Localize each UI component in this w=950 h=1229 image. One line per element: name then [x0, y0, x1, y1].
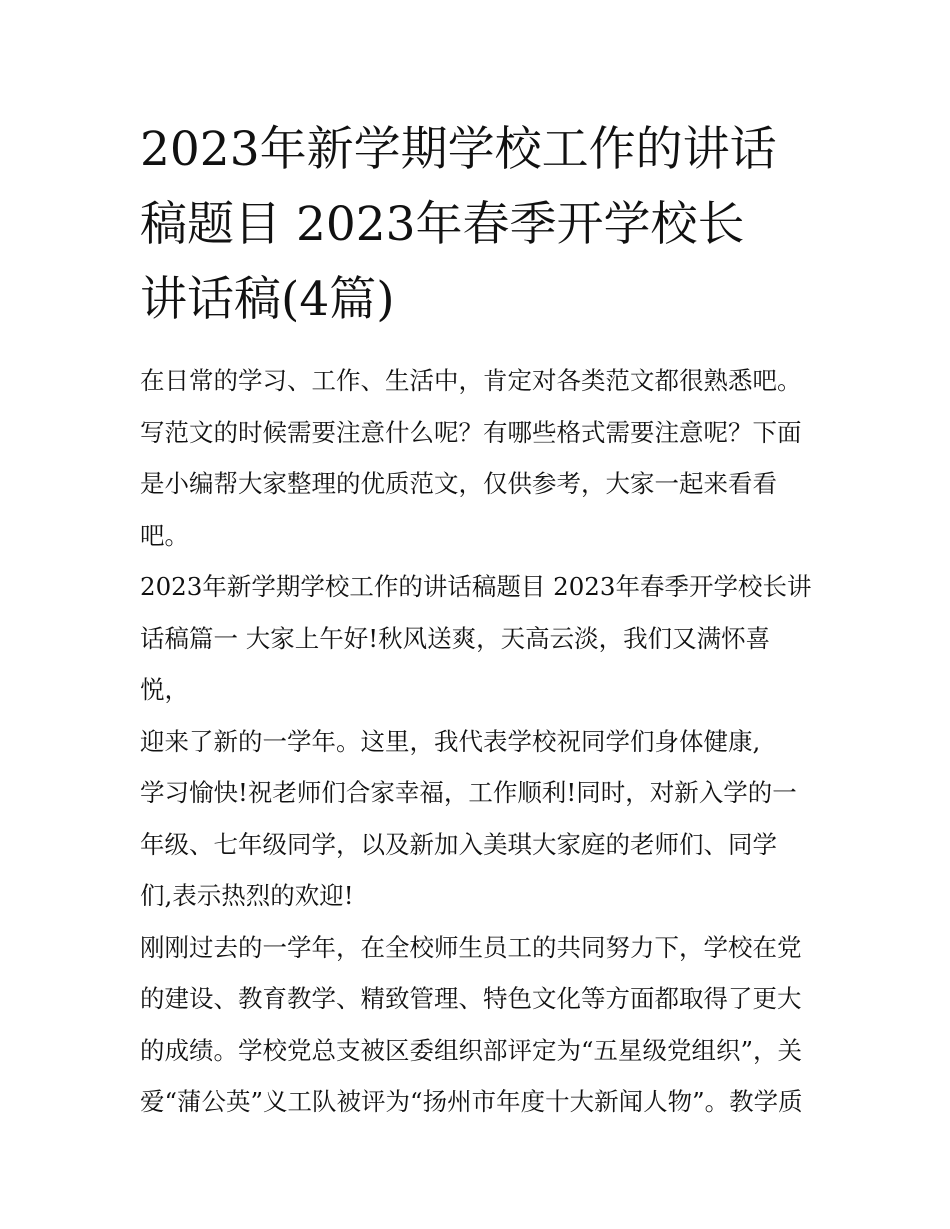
paragraph-line-2: 学习愉快!祝老师们合家幸福，工作顺利!同时，对新入学的一: [140, 778, 797, 807]
paragraph-line-7: 的成绩。学校党总支被区委组织部评定为“五星级党组织”，关: [140, 1035, 803, 1065]
section-heading-line-3: 悦，: [140, 675, 189, 704]
title-line-3: 讲话稿(4篇): [140, 272, 395, 327]
document-body: [140, 355, 820, 1128]
section-heading-line-2: 话稿篇一 大家上午好!秋风送爽，天高云淡，我们又满怀喜: [140, 623, 771, 653]
title-line-2: 稿题目 2023年春季开学校长: [140, 197, 745, 252]
paragraph-line-3: 年级、七年级同学，以及新加入美琪大家庭的老师们、同学: [140, 829, 777, 859]
intro-line-1: 在日常的学习、工作、生活中，肯定对各类范文都很熟悉吧。: [140, 366, 802, 395]
paragraph-line-4: 们,表示热烈的欢迎!: [140, 881, 354, 910]
paragraph-line-1: 迎来了新的一学年。这里，我代表学校祝同学们身体健康,: [140, 726, 761, 756]
intro-line-2: 写范文的时候需要注意什么呢？有哪些格式需要注意呢？下面: [140, 417, 802, 447]
intro-line-3: 是小编帮大家整理的优质范文，仅供参考，大家一起来看看: [140, 469, 777, 498]
paragraph-line-5: 刚刚过去的一学年，在全校师生员工的共同努力下，学校在党: [140, 932, 802, 962]
paragraph-line-8: 爱“蒲公英”义工队被评为“扬州市年度十大新闻人物”。教学质: [140, 1087, 803, 1116]
intro-line-4: 吧。: [140, 520, 189, 550]
paragraph-line-6: 的建设、教育教学、精致管理、特色文化等方面都取得了更大: [140, 984, 802, 1013]
title-line-1: 2023年新学期学校工作的讲话: [140, 122, 777, 177]
document-title: [140, 112, 812, 337]
section-heading-line-1: 2023年新学期学校工作的讲话稿题目 2023年春季开学校长讲: [140, 572, 812, 601]
